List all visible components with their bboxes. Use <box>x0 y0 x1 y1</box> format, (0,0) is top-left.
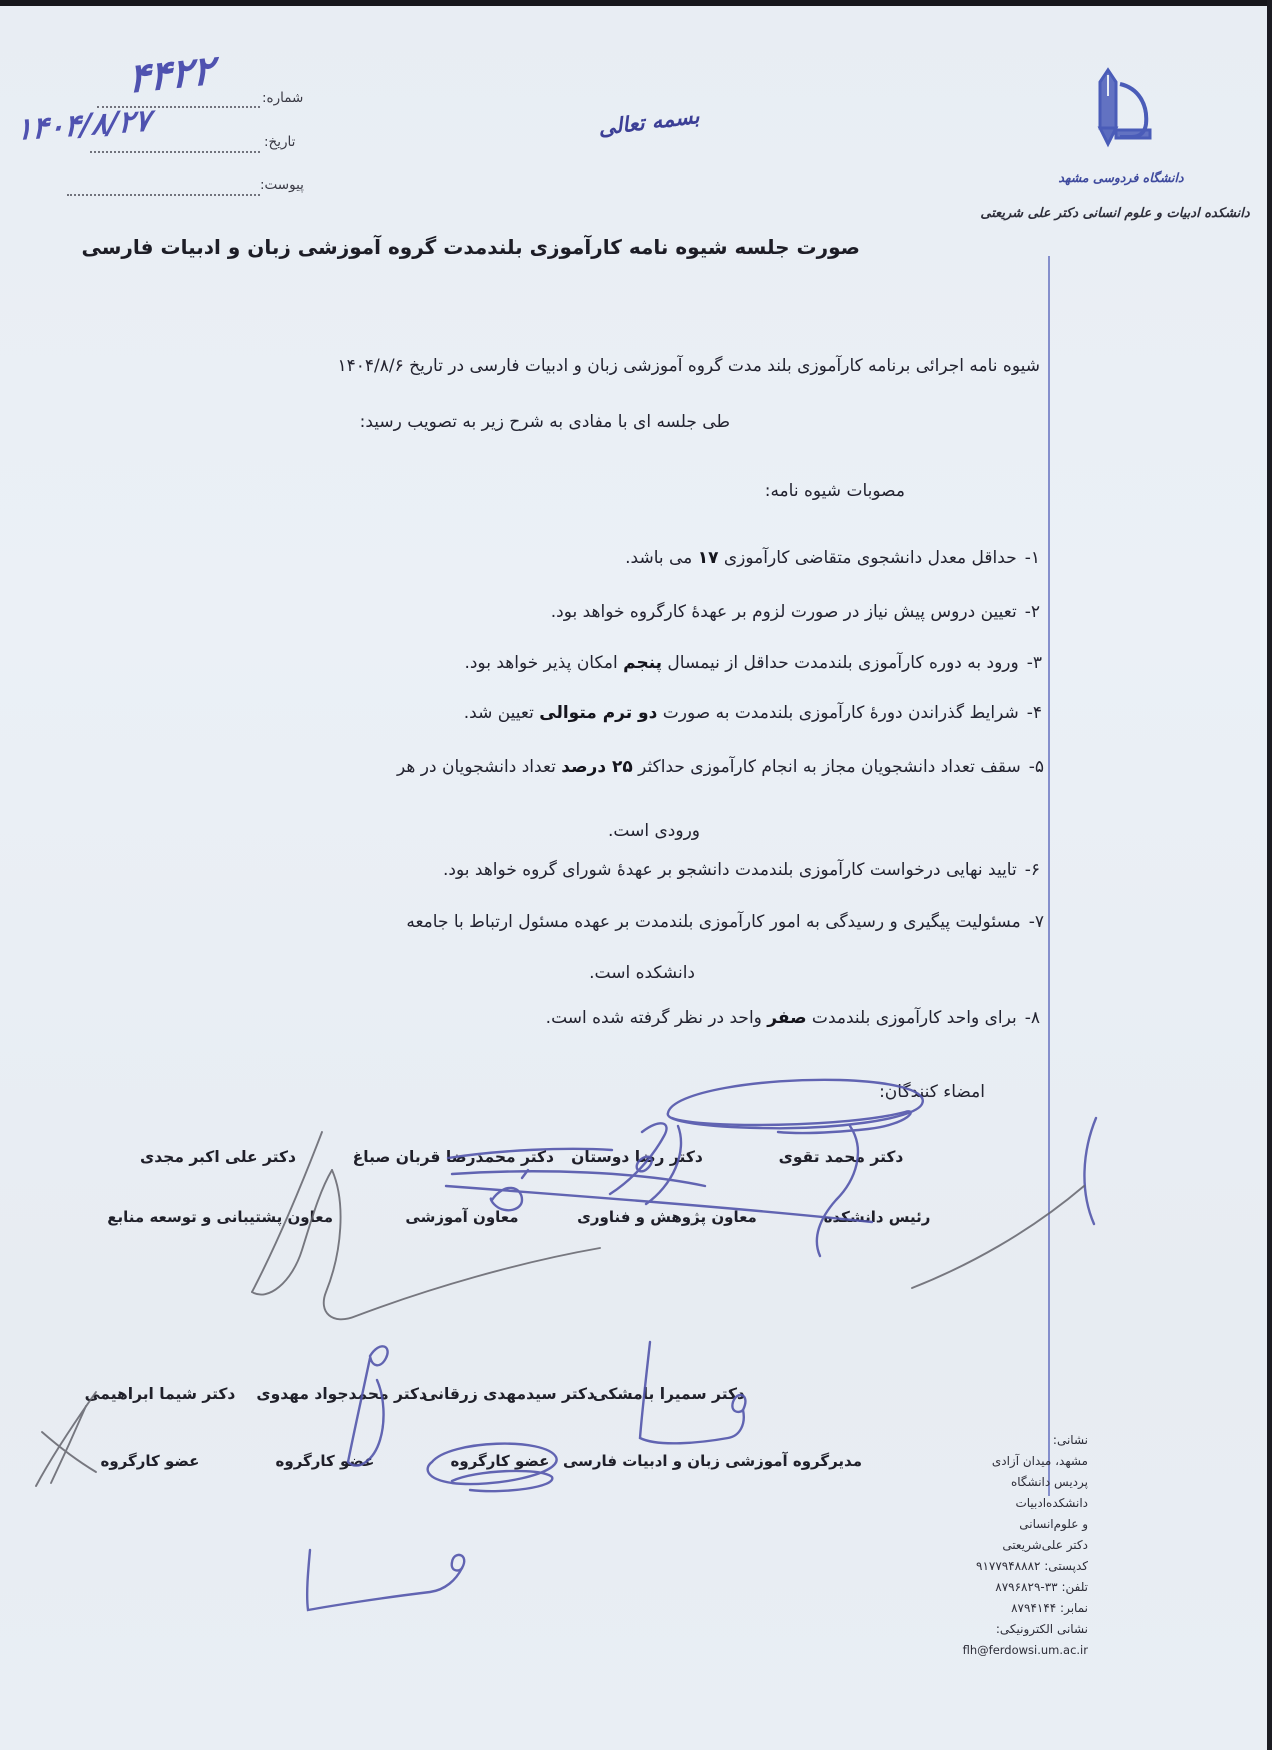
scanner-edge-top <box>0 0 1272 6</box>
stamp-number-value: ۴۴۲۲ <box>128 47 214 103</box>
item-text-after: تعیین شد. <box>463 703 540 723</box>
pencil-signatures <box>36 1132 1084 1486</box>
address-phone: تلفن: ۳۳-۸۷۹۶۸۲۹ <box>995 1580 1088 1594</box>
item-bold: دو ترم متوالی <box>539 703 658 723</box>
resolution-item-8 <box>546 1008 1040 1028</box>
item-text: تعیین دروس پیش نیاز در صورت لزوم بر عهدهٔ کارگروه خواهد بود. <box>550 602 1017 622</box>
signatory-role: مدیرگروه آموزشی زبان و ادبیات فارسی <box>563 1452 862 1470</box>
address-label: نشانی: <box>1052 1433 1088 1447</box>
resolution-item-1 <box>625 548 1040 568</box>
signatory-role: عضو کارگروه <box>450 1452 550 1470</box>
item-bold: ۱۷ <box>697 548 719 568</box>
signatory-name: دکتر محمدجواد مهدوی <box>256 1385 427 1403</box>
item-number: ۱- <box>1024 548 1040 568</box>
item-text-after: تعداد دانشجویان در هر <box>397 757 562 777</box>
item-number: ۲- <box>1024 602 1040 622</box>
signatory-name: دکتر شیما ابراهیمی <box>84 1385 236 1403</box>
signatory-name: دکتر محمدرضا قربان صباغ <box>352 1148 554 1166</box>
resolution-item-7-line2: دانشکده است. <box>589 963 695 983</box>
resolution-item-4 <box>464 703 1042 723</box>
item-text-after: امکان پذیر خواهد بود. <box>464 653 624 673</box>
signatory-name: دکتر سیدمهدی زرقانی <box>422 1385 595 1403</box>
address-line: مشهد، میدان آزادی <box>991 1454 1088 1468</box>
address-line: و علوم‌انسانی <box>1019 1517 1088 1531</box>
scanner-edge-right <box>1267 0 1272 1750</box>
item-bold: صفر <box>767 1008 807 1028</box>
item-text: شرایط گذراندن دورهٔ کارآموزی بلندمدت به صورت <box>657 703 1019 723</box>
address-postal-code: کدپستی: ۹۱۷۷۹۴۸۸۸۲ <box>976 1559 1088 1573</box>
signatory-name: دکتر سمیرا بامشکی <box>592 1385 745 1403</box>
item-text: حداقل معدل دانشجوی متقاضی کارآموزی <box>718 548 1017 568</box>
address-line: دانشکده‌ادبیات <box>1015 1496 1088 1510</box>
faculty-name: دانشکده ادبیات و علوم انسانی دکتر علی شریعتی <box>980 206 1250 221</box>
address-fax: نمابر: ۸۷۹۴۱۴۴ <box>1011 1601 1088 1615</box>
resolution-item-6 <box>443 860 1040 880</box>
resolution-item-5 <box>397 757 1044 777</box>
item-number: ۶- <box>1024 860 1040 880</box>
signatory-name: دکتر رضا دوستان <box>571 1148 703 1166</box>
address-email-label: نشانی الکترونیکی: <box>995 1622 1088 1636</box>
item-text: مسئولیت پیگیری و رسیدگی به امور کارآموزی بلندمدت بر عهده مسئول ارتباط با جامعه <box>406 912 1021 932</box>
page-title: صورت جلسه شیوه نامه کارآموزی بلندمدت گروه آموزشی زبان و ادبیات فارسی <box>81 235 860 259</box>
stamp-date-label: تاریخ: <box>264 134 296 150</box>
signatories-heading: امضاء کنندگان: <box>879 1082 985 1102</box>
signatory-name: دکتر علی اکبر مجدی <box>140 1148 296 1166</box>
signatory-role: عضو کارگروه <box>100 1452 200 1470</box>
item-text: ورود به دوره کارآموزی بلندمدت حداقل از نیمسال <box>662 653 1019 673</box>
resolution-item-5-line2: ورودی است. <box>608 821 700 841</box>
stamp-date-leader <box>90 151 260 153</box>
item-bold: پنجم <box>623 653 663 673</box>
signatory-role: رئیس دانشکده <box>823 1208 931 1226</box>
item-number: ۵- <box>1028 757 1044 777</box>
item-number: ۴- <box>1026 703 1042 723</box>
item-text: تایید نهایی درخواست کارآموزی بلندمدت دانشجو بر عهدهٔ شورای گروه خواهد بود. <box>443 860 1017 880</box>
item-text: سقف تعداد دانشجویان مجاز به انجام کارآموزی حداکثر <box>632 757 1021 777</box>
intro-line-1: شیوه نامه اجرائی برنامه کارآموزی بلند مدت گروه آموزشی زبان و ادبیات فارسی در تاریخ ۱۴۰۴/۸/۶ <box>337 356 1040 376</box>
item-bold: ۲۵ درصد <box>561 757 633 777</box>
resolution-item-7 <box>406 912 1044 932</box>
signatory-role: معاون آموزشی <box>405 1208 519 1226</box>
besmele-calligraphy: بسمه تعالی <box>596 103 701 141</box>
item-number: ۷- <box>1028 912 1044 932</box>
resolution-item-3 <box>464 653 1042 673</box>
resolutions-heading: مصوبات شیوه نامه: <box>764 481 905 501</box>
stamp-date-value: ۱۴۰۴/۸/۲۷ <box>15 103 152 148</box>
address-line: پردیس دانشگاه <box>1010 1475 1088 1489</box>
university-name-script: دانشگاه فردوسی مشهد <box>1058 170 1184 185</box>
item-text-after: واحد در نظر گرفته شده است. <box>545 1008 768 1028</box>
margin-rule <box>1048 256 1050 1496</box>
university-logo <box>1078 66 1158 170</box>
stamp-number-label: شماره: <box>262 90 304 106</box>
address-line: دکتر علی‌شریعتی <box>1002 1538 1088 1552</box>
intro-line-2: طی جلسه ای با مفادی به شرح زیر به تصویب رسید: <box>359 412 730 432</box>
resolution-item-2 <box>551 602 1040 622</box>
signatory-role: معاون پژوهش و فناوری <box>577 1208 757 1226</box>
address-email: flh@ferdowsi.um.ac.ir <box>962 1643 1088 1657</box>
signatory-name: دکتر محمد تقوی <box>778 1148 904 1166</box>
stamp-attachment-label: پیوست: <box>260 177 304 193</box>
item-text-after: می باشد. <box>625 548 698 568</box>
stamp-attachment-leader <box>67 194 260 196</box>
address-block <box>946 1430 1088 1661</box>
item-number: ۸- <box>1024 1008 1040 1028</box>
signatory-role: معاون پشتیبانی و توسعه منابع <box>107 1208 333 1226</box>
signatory-role: عضو کارگروه <box>275 1452 375 1470</box>
item-text: برای واحد کارآموزی بلندمدت <box>806 1008 1017 1028</box>
item-number: ۳- <box>1026 653 1042 673</box>
